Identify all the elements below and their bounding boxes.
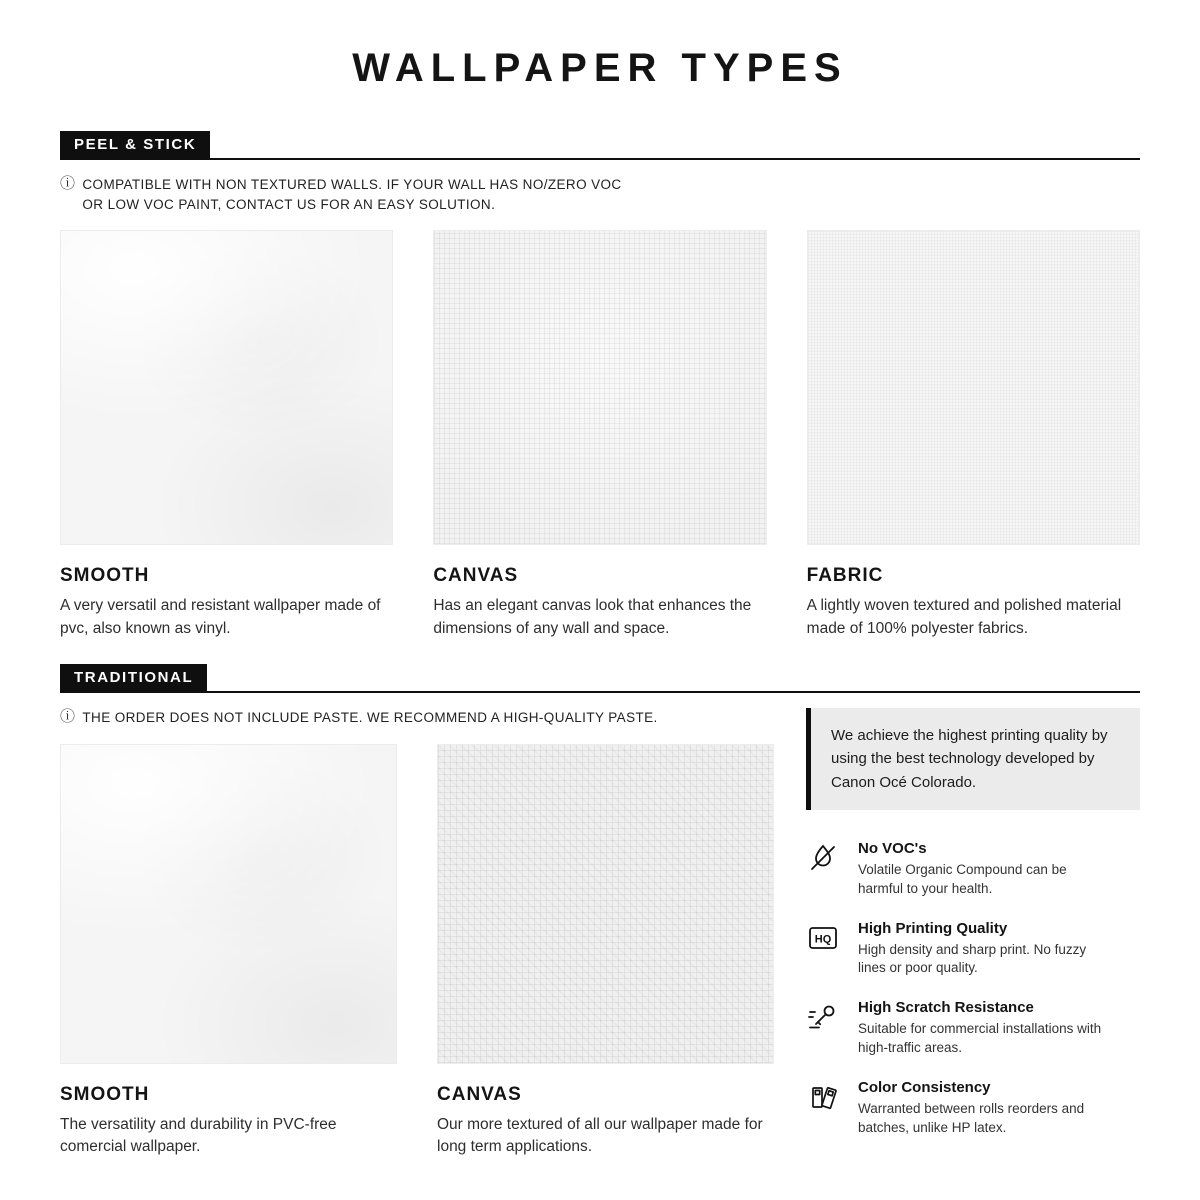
feature-description: Suitable for commercial installations with high-traffic areas. [858, 1021, 1102, 1056]
swatch-description: A very versatil and resistant wallpaper made of pvc, also known as vinyl. [60, 597, 381, 637]
feature-text [858, 920, 1108, 979]
peel-and-stick-note-text: COMPATIBLE WITH NON TEXTURED WALLS. IF YOUR WALL HAS NO/ZERO VOC OR LOW VOC PAINT, CONTACT US FOR AN EASY SOLUTION. [82, 177, 622, 212]
swatch-name: FABRIC [806, 565, 884, 587]
traditional-label: TRADITIONAL [60, 664, 207, 691]
traditional-content-row [60, 693, 1140, 1159]
smooth-texture-image [60, 230, 393, 545]
printing-quality-quote: We achieve the highest printing quality by using the best technology developed by Canon Océ Colorado. [806, 708, 1140, 810]
swatch-name: SMOOTH [60, 1083, 150, 1105]
no-voc-icon [806, 840, 844, 899]
feature-title: High Printing Quality [858, 919, 1008, 937]
hq-glyph: HQ [814, 933, 832, 946]
traditional-note [60, 708, 774, 728]
canvas-texture-image [437, 744, 774, 1064]
feature-title: High Scratch Resistance [858, 999, 1034, 1017]
feature-scratch-resistance [806, 999, 1140, 1058]
smooth-texture-image [60, 744, 397, 1064]
info-icon: ⓘ [60, 175, 76, 192]
hq-icon [806, 920, 844, 979]
color-consistency-icon [806, 1079, 844, 1138]
traditional-header [60, 664, 1140, 693]
swatch-description: Our more textured of all our wallpaper made for long term applications. [437, 1115, 763, 1156]
feature-description: Warranted between rolls reorders and batches, unlike HP latex. [858, 1101, 1085, 1136]
feature-text [858, 840, 1108, 899]
info-icon: ⓘ [60, 708, 76, 726]
swatch-description: A lightly woven textured and polished material made of 100% polyester fabrics. [806, 597, 1122, 637]
traditional-note-text: THE ORDER DOES NOT INCLUDE PASTE. WE RECOMMEND A HIGH-QUALITY PASTE. [82, 710, 658, 726]
swatch-card-canvas-traditional [437, 744, 774, 1159]
swatch-description: The versatility and durability in PVC-free comercial wallpaper. [60, 1115, 337, 1156]
peel-and-stick-header [60, 131, 1140, 160]
feature-text [858, 999, 1108, 1058]
swatch-name: SMOOTH [60, 565, 150, 587]
swatch-description: Has an elegant canvas look that enhances the dimensions of any wall and space. [433, 597, 752, 637]
feature-title: No VOC's [858, 839, 927, 857]
feature-list [806, 840, 1140, 1138]
feature-description: Volatile Organic Compound can be harmful to your health. [858, 861, 1067, 896]
aside-column [806, 693, 1140, 1159]
feature-high-printing-quality [806, 920, 1140, 979]
feature-text [858, 1079, 1108, 1138]
scratch-resistance-icon [806, 999, 844, 1058]
traditional-swatch-row [60, 744, 774, 1159]
swatch-name: CANVAS [437, 1083, 522, 1105]
feature-no-voc [806, 840, 1140, 899]
swatch-card-fabric [807, 230, 1140, 640]
traditional-left-column [60, 693, 774, 1159]
peel-and-stick-swatch-row [60, 230, 1140, 640]
swatch-card-canvas [433, 230, 766, 640]
swatch-card-smooth [60, 230, 393, 640]
swatch-name: CANVAS [433, 565, 519, 587]
feature-description: High density and sharp print. No fuzzy lines or poor quality. [858, 941, 1087, 976]
feature-title: Color Consistency [858, 1079, 991, 1097]
peel-and-stick-note [60, 175, 1140, 214]
feature-color-consistency [806, 1079, 1140, 1138]
canvas-texture-image [433, 230, 766, 545]
swatch-card-smooth-traditional [60, 744, 397, 1159]
page-title: WALLPAPER TYPES [352, 46, 848, 90]
peel-and-stick-label: PEEL & STICK [60, 131, 210, 158]
fabric-texture-image [807, 230, 1140, 545]
